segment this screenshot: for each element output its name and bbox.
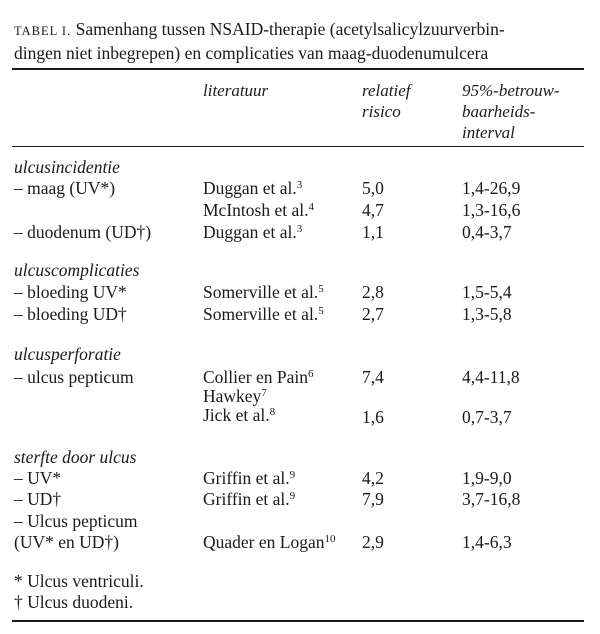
row-author: Quader en Logan$^{10}$ [203, 532, 336, 552]
row-interval: 4,4-11,8 [462, 367, 520, 387]
row-author: Duggan et al.$^3$ [203, 222, 303, 242]
row-interval: 1,5-5,4 [462, 282, 512, 302]
section-title-incidence: ulcusincidentie [14, 157, 120, 177]
reference-number: 8 [269, 406, 276, 418]
row-label: – ulcus pepticum [14, 367, 134, 387]
row-label: – bloeding UD† [14, 304, 127, 324]
row-label: (UV* en UD†) [14, 532, 119, 552]
row-interval: 1,3-5,8 [462, 304, 512, 324]
top-rule [12, 68, 584, 70]
bottom-rule [12, 620, 584, 622]
row-label: – UV* [14, 468, 62, 488]
reference-number: 9 [289, 469, 296, 481]
table-caption [14, 18, 584, 64]
row-interval: 3,7-16,8 [462, 489, 521, 509]
row-label: – UD† [14, 489, 62, 509]
row-interval: 0,7-3,7 [462, 407, 512, 427]
reference-number: 6 [307, 368, 314, 380]
caption-line-2: dingen niet inbegrepen) en complicaties van maag-duodenumulcera [14, 43, 489, 63]
row-author: Duggan et al.$^3$ [203, 178, 303, 198]
row-interval: 1,3-16,6 [462, 200, 521, 220]
caption-line-1: TABEL I. Samenhang tussen NSAID-therapie (acetylsalicylzuurverbin- [14, 19, 505, 39]
row-author: Collier en Pain$^6$ [203, 367, 314, 387]
row-author: Jick et al.$^8$ [203, 405, 276, 425]
row-relative-risk: 7,4 [362, 367, 384, 387]
header-relative-risk: relatief risico [362, 81, 411, 121]
row-relative-risk: 2,8 [362, 282, 384, 302]
reference-number: 5 [318, 305, 324, 317]
row-author: Somerville et al.$^5$ [203, 282, 324, 302]
row-interval: 1,4-6,3 [462, 532, 512, 552]
row-interval: 0,4-3,7 [462, 222, 512, 242]
header-confidence-interval: 95%-betrouw- baarheids- interval [462, 81, 560, 142]
row-relative-risk: 2,9 [362, 532, 384, 552]
row-relative-risk: 1,1 [362, 222, 384, 242]
section-title-complications: ulcuscomplicaties [14, 260, 140, 280]
row-interval: 1,4-26,9 [462, 178, 521, 198]
row-relative-risk: 2,7 [362, 304, 384, 324]
row-label: – maag (UV*) [14, 178, 116, 198]
table-label: TABEL I. [14, 24, 72, 38]
row-relative-risk: 4,7 [362, 200, 384, 220]
row-author: Griffin et al.$^9$ [203, 468, 296, 488]
header-literature: literatuur [203, 81, 269, 100]
section-title-perforation: ulcusperforatie [14, 344, 121, 364]
row-label: – duodenum (UD†) [14, 222, 152, 242]
row-author: McIntosh et al.$^4$ [203, 200, 314, 220]
row-relative-risk: 7,9 [362, 489, 384, 509]
row-label: – Ulcus pepticum [14, 511, 138, 531]
header-rule [12, 146, 584, 147]
row-relative-risk: 1,6 [362, 407, 384, 427]
footnote-duodeni: † Ulcus duodeni. [14, 592, 134, 612]
reference-number: 3 [296, 223, 303, 235]
row-relative-risk: 5,0 [362, 178, 384, 198]
reference-number: 4 [308, 201, 314, 213]
row-author: Somerville et al.$^5$ [203, 304, 324, 324]
row-label: – bloeding UV* [14, 282, 127, 302]
row-relative-risk: 4,2 [362, 468, 384, 488]
row-interval: 1,9-9,0 [462, 468, 512, 488]
row-author: Griffin et al.$^9$ [203, 489, 296, 509]
reference-number: 5 [318, 283, 324, 295]
footnote-ventriculi: * Ulcus ventriculi. [14, 571, 144, 591]
row-author: Hawkey$^7$ [203, 386, 267, 406]
reference-number: 10 [324, 533, 336, 545]
reference-number: 9 [289, 490, 296, 502]
section-title-mortality: sterfte door ulcus [14, 447, 137, 467]
reference-number: 3 [296, 179, 303, 191]
reference-number: 7 [261, 387, 267, 399]
